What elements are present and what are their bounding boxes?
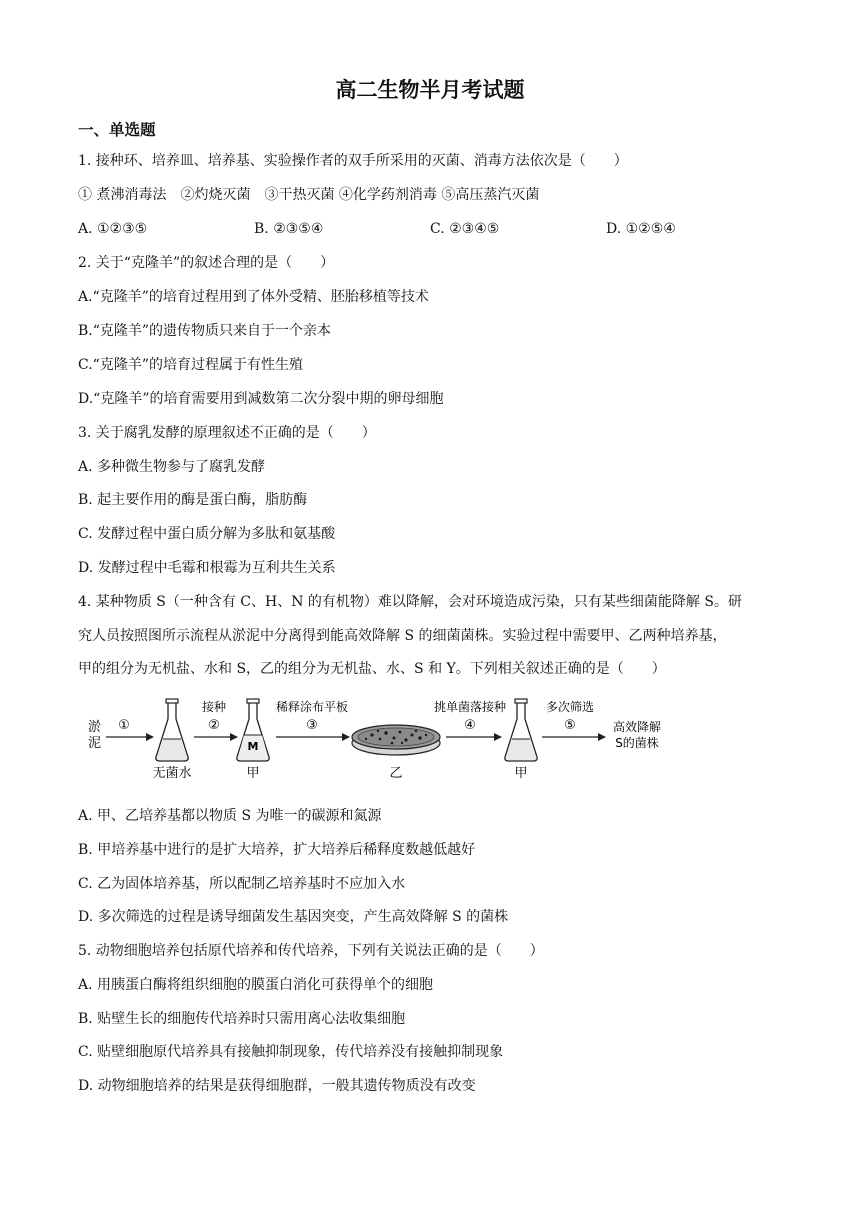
flask3-label: 甲 (514, 766, 528, 781)
q4-stem-line-2: 究人员按照图所示流程从淤泥中分离得到能高效降解 S 的细菌菌株。实验过程中需要甲、乙两种培养基， (78, 628, 727, 644)
q2-option-b[interactable]: B.“克隆羊”的遗传物质只来自于一个亲本 (78, 323, 332, 339)
dish-label: 乙 (389, 766, 403, 781)
step-3-num: ③ (306, 718, 318, 733)
q5-option-c[interactable]: C. 贴壁细胞原代培养具有接触抑制现象，传代培养没有接触抑制现象 (78, 1044, 504, 1060)
q5-stem: 5. 动物细胞培养包括原代培养和传代培养，下列有关说法正确的是（ ） (78, 943, 544, 959)
q3-option-b[interactable]: B. 起主要作用的酶是蛋白酶，脂肪酶 (78, 492, 308, 508)
q5-option-a[interactable]: A. 用胰蛋白酶将组织细胞的膜蛋白消化可获得单个的细胞 (78, 977, 434, 993)
step-4-num: ④ (464, 718, 476, 733)
q1-option-c[interactable]: C. ②③④⑤ (430, 221, 500, 237)
q2-stem: 2. 关于“克隆羊”的叙述合理的是（ ） (78, 255, 335, 271)
step-5-num: ⑤ (564, 718, 576, 733)
arrow-5-head (598, 733, 606, 741)
q4-stem-line-1: 4. 某种物质 S（一种含有 C、H、N 的有机物）难以降解，会对环境造成污染，只有某些细菌能降解 S。研 (78, 594, 742, 610)
q2-option-a[interactable]: A.“克隆羊”的培育过程用到了体外受精、胚胎移植等技术 (78, 289, 429, 305)
q4-option-b[interactable]: B. 甲培养基中进行的是扩大培养，扩大培养后稀释度数越低越好 (78, 842, 476, 858)
flow-source-2: 泥 (88, 736, 102, 751)
q2-option-c[interactable]: C.“克隆羊”的培育过程属于有性生殖 (78, 357, 303, 373)
flask-medium-jia-2 (505, 699, 537, 761)
flask2-label: 甲 (246, 766, 260, 781)
q4-stem-line-3: 甲的组分为无机盐、水和 S，乙的组分为无机盐、水、S 和 Y。下列相关叙述正确的是（ ） (78, 661, 666, 677)
q1-option-b[interactable]: B. ②③⑤④ (254, 221, 324, 237)
step-2-num: ② (208, 718, 220, 733)
arrow-3-head (342, 733, 350, 741)
q3-option-a[interactable]: A. 多种微生物参与了腐乳发酵 (78, 459, 266, 475)
arrow-4-head (494, 733, 502, 741)
section-heading: 一、单选题 (78, 121, 156, 139)
q2-option-d[interactable]: D.“克隆羊”的培育需要用到减数第二次分裂中期的卵母细胞 (78, 391, 444, 407)
arrow-1-head (146, 733, 154, 741)
q4-option-c[interactable]: C. 乙为固体培养基，所以配制乙培养基时不应加入水 (78, 876, 406, 892)
step-4-label: 挑单菌落接种 (433, 700, 507, 714)
arrow-2-head (230, 733, 238, 741)
q5-option-b[interactable]: B. 贴壁生长的细胞传代培养时只需用离心法收集细胞 (78, 1011, 406, 1027)
q3-option-d[interactable]: D. 发酵过程中毛霉和根霉为互利共生关系 (78, 560, 336, 576)
result-line-2: S的菌株 (615, 736, 659, 750)
flask-sterile-water (156, 699, 188, 761)
step-3-label: 稀释涂布平板 (275, 700, 349, 714)
q3-stem: 3. 关于腐乳发酵的原理叙述不正确的是（ ） (78, 425, 376, 441)
q4-option-d[interactable]: D. 多次筛选的过程是诱导细菌发生基因突变，产生高效降解 S 的菌株 (78, 909, 509, 925)
q4-option-a[interactable]: A. 甲、乙培养基都以物质 S 为唯一的碳源和氮源 (78, 808, 382, 824)
exam-title: 高二生物半月考试题 (335, 78, 525, 102)
step-5-label: 多次筛选 (545, 700, 595, 714)
q1-methods: ① 煮沸消毒法 ②灼烧灭菌 ③干热灭菌 ④化学药剂消毒 ⑤高压蒸汽灭菌 (78, 187, 540, 203)
q1-option-d[interactable]: D. ①②⑤④ (606, 221, 676, 237)
flow-source-1: 淤 (88, 720, 102, 735)
q1-option-a[interactable]: A. ①②③⑤ (78, 221, 148, 237)
q1-stem: 1. 接种环、培养皿、培养基、实验操作者的双手所采用的灭菌、消毒方法依次是（ ） (78, 153, 628, 169)
q5-option-d[interactable]: D. 动物细胞培养的结果是获得细胞群，一般其遗传物质没有改变 (78, 1078, 476, 1094)
step-2-label: 接种 (201, 700, 227, 714)
result-line-1: 高效降解 (612, 720, 662, 734)
q3-option-c[interactable]: C. 发酵过程中蛋白质分解为多肽和氨基酸 (78, 526, 336, 542)
flask1-label: 无菌水 (152, 766, 192, 781)
q4-flow-diagram (80, 693, 670, 783)
petri-dish-yi (352, 725, 440, 755)
step-1-num: ① (118, 718, 130, 733)
flask2-mark: M (247, 740, 259, 753)
